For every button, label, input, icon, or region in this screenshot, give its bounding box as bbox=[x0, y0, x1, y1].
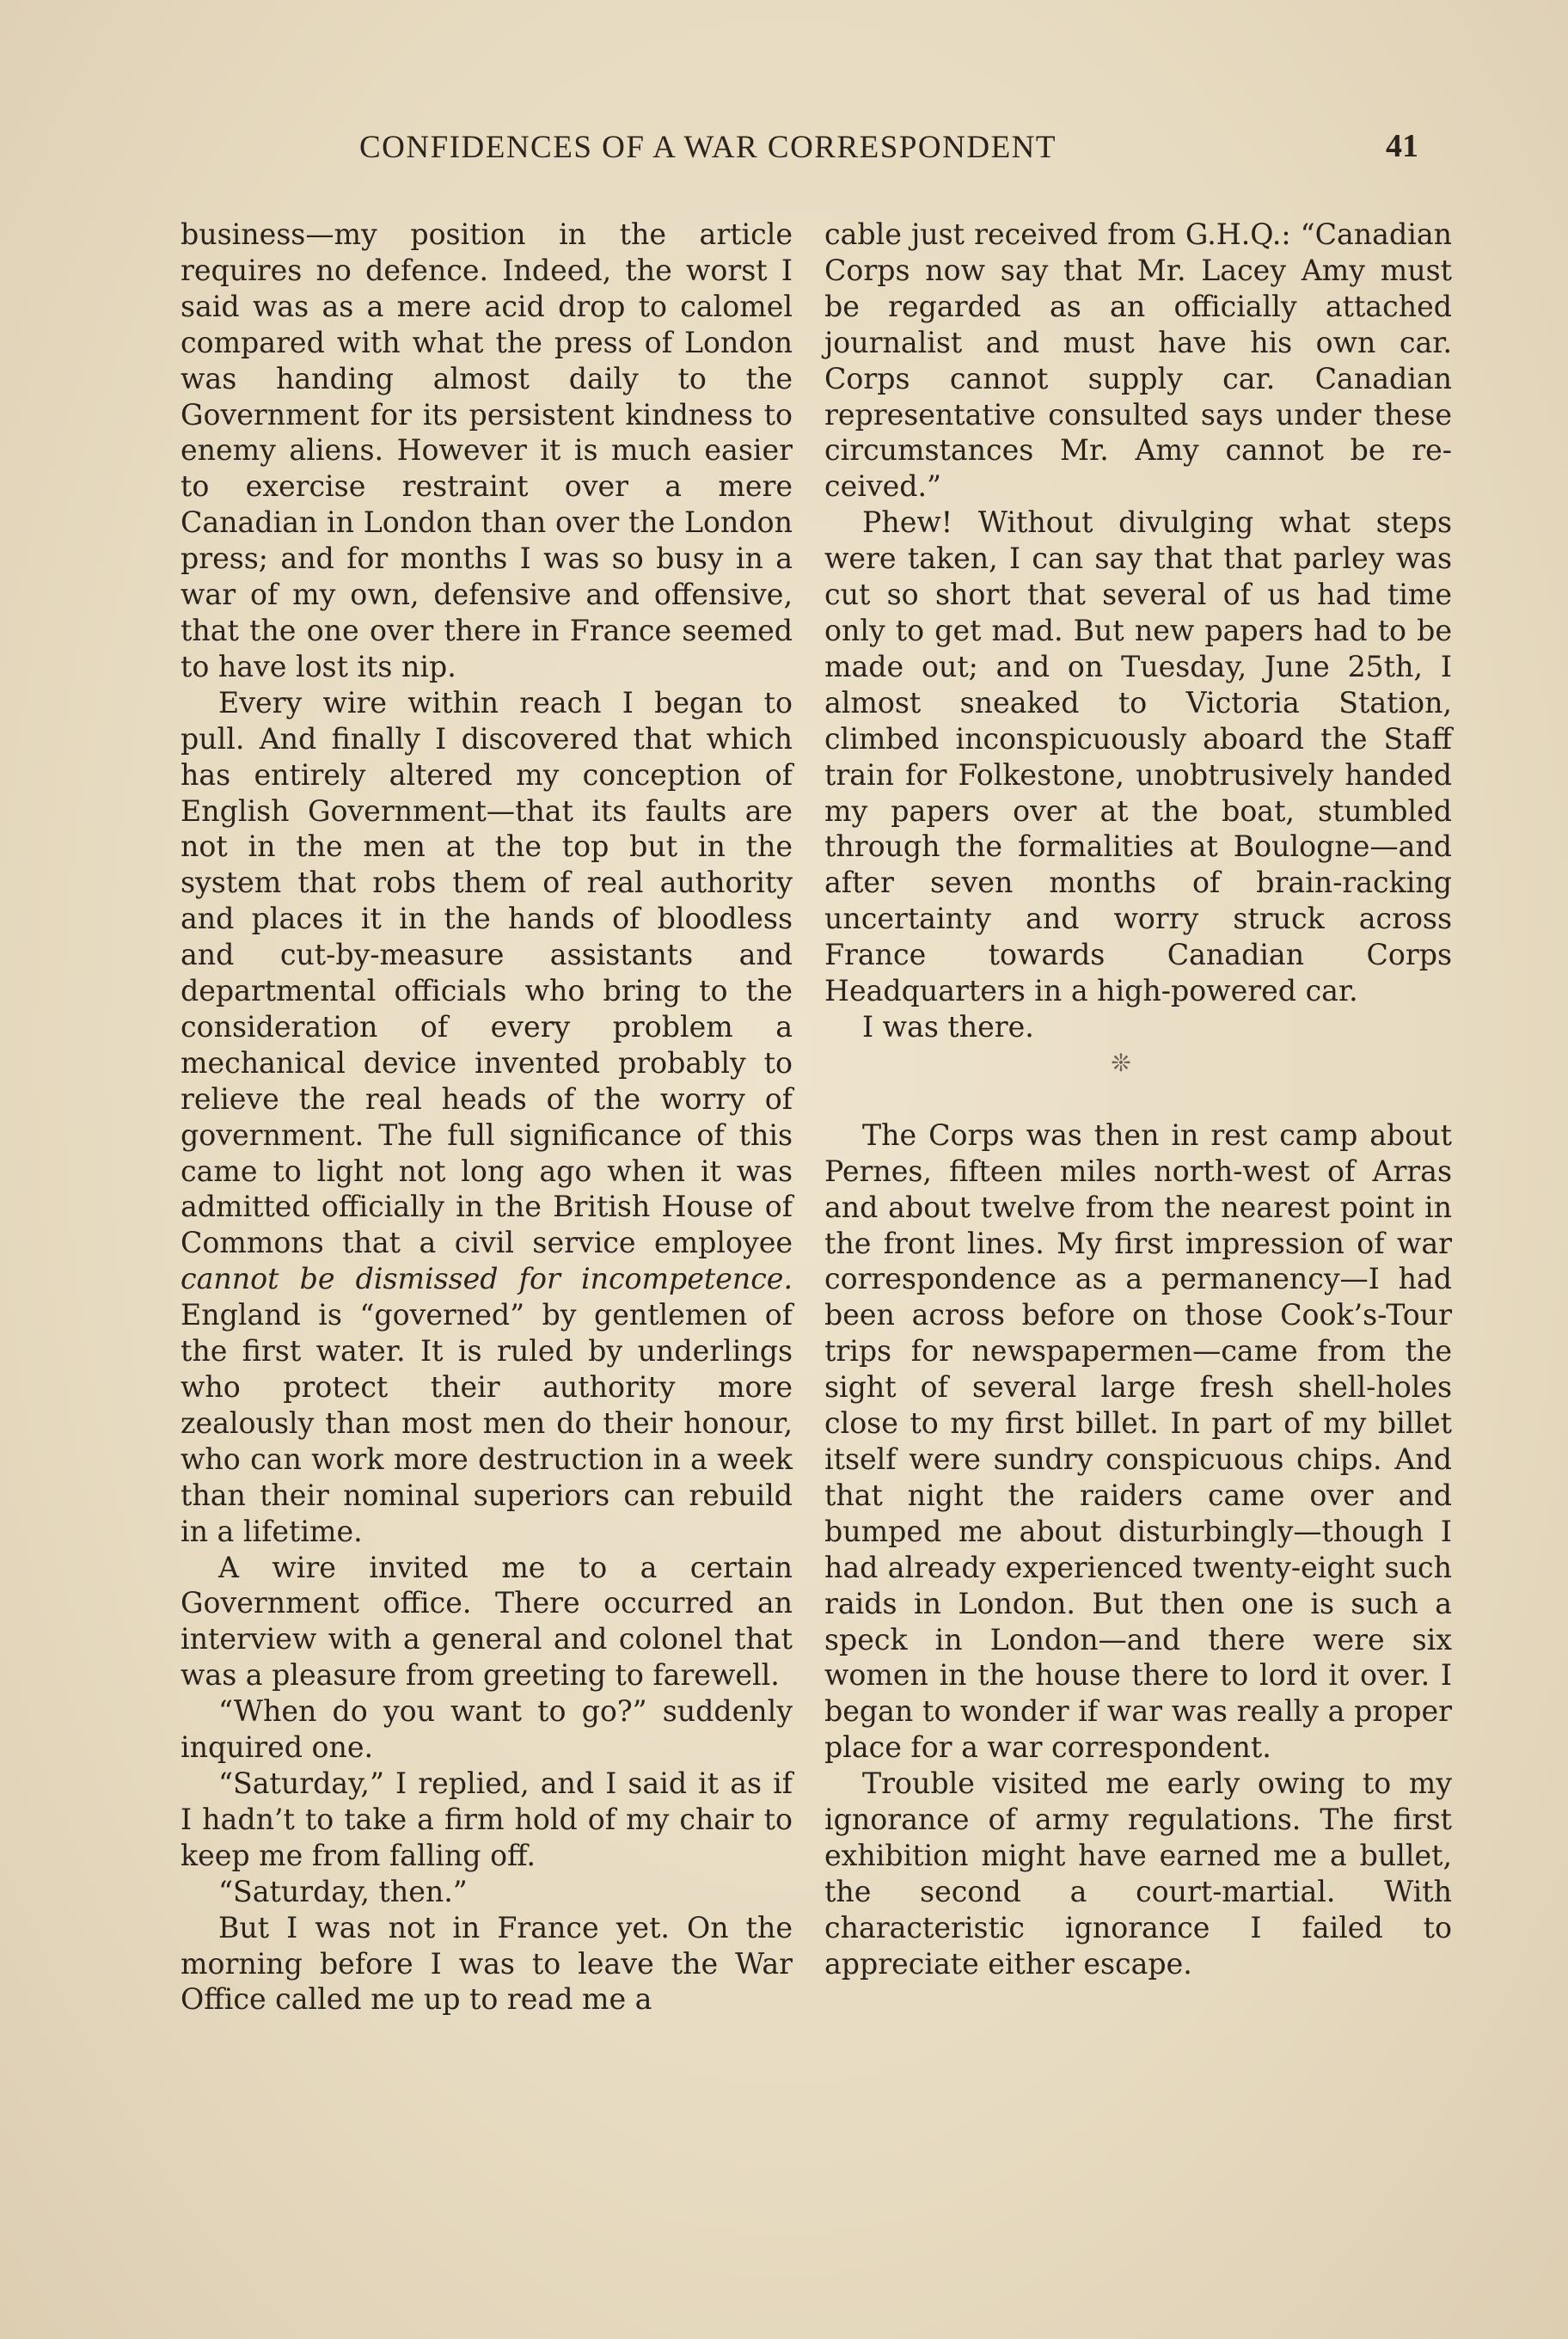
paragraph: Trouble visited me early owing to my ignorance of army regulations. The first exhibition might have earned me a bullet, the second a court-martial. With characteristic ignorance I failed to appreciate either escape. bbox=[824, 1766, 1452, 1981]
paragraph-text: Every wire within reach I began to pull. And finally I discovered that which has entirely altered my conception of English Government—that its faults are not in the men at the top but in the system that robs them of real authority and places it in the hands of bloodless and cut-by-measure assistants and departmental officials who bring to the consideration of every problem a mechanical device invented probably to relieve the real heads of the worry of government. The full significance of this came to light not long ago when it was admitted officially in the British House of Commons that a civil service employee bbox=[181, 685, 793, 1260]
paragraph: “Saturday, then.” bbox=[218, 1874, 468, 1908]
running-title: CONFIDENCES OF A WAR CORRESPONDENT bbox=[359, 130, 1057, 165]
italic-phrase: cannot be dismissed for incompetence. bbox=[181, 1262, 793, 1296]
right-column bbox=[824, 217, 1452, 1982]
page-number: 41 bbox=[1386, 128, 1418, 164]
paragraph: But I was not in France yet. On the morning before I was to leave the War Office called me up to read me a bbox=[181, 1910, 793, 2017]
left-column bbox=[181, 217, 793, 2018]
paragraph bbox=[181, 685, 793, 1550]
paragraph: A wire invited me to a certain Government office. There occurred an interview with a general and colonel that was a pleasure from greeting to farewell. bbox=[181, 1550, 793, 1693]
section-break-ornament-icon: ❊ bbox=[1111, 1048, 1131, 1077]
paragraph: cable just received from G.H.Q.: “Canadian Corps now say that Mr. Lacey Amy must be regarded as an officially attached journalist and must have his own car. Corps cannot supply car. Canadian representative consulted says under these circumstances Mr. Amy cannot be received.” bbox=[824, 217, 1452, 504]
paragraph: business—my position in the article requires no defence. Indeed, the worst I said was as a mere acid drop to calomel compared with what the press of London was handing almost daily to the Government for its persistent kindness to enemy aliens. However it is much easier to exercise restraint over a mere Canadian in London than over the London press; and for months I was so busy in a war of my own, defensive and offensive, that the one over there in France seemed to have lost its nip. bbox=[181, 217, 793, 683]
paragraph: “When do you want to go?” suddenly inquired one. bbox=[181, 1694, 793, 1765]
paragraph: “Saturday,” I replied, and I said it as if I hadn’t to take a firm hold of my chair to keep me from falling off. bbox=[181, 1766, 793, 1872]
paragraph: The Corps was then in rest camp about Pernes, fifteen miles north-west of Arras and about twelve from the nearest point in the front lines. My first impression of war correspondence as a permanency—I had been across before on those Cook’s-Tour trips for newspapermen—came from the sight of several large fresh shell-holes close to my first billet. In part of my billet itself were sundry conspicuous chips. And that night the raiders came over and bumped me about disturbingly—though I had already experienced twenty-eight such raids in London. But then one is such a speck in London—and there were six women in the house there to lord it over. I began to wonder if war was really a proper place for a war correspondent. bbox=[824, 1117, 1452, 1765]
paragraph: Phew! Without divulging what steps were taken, I can say that that parley was cut so short that several of us had time only to get mad. But new papers had to be made out; and on Tuesday, June 25th, I almost sneaked to Victoria Station, climbed inconspicuously aboard the Staff train for Folkestone, unobtrusively handed my papers over at the boat, stumbled through the formalities at Boulogne—and after seven months of brain-racking uncertainty and worry struck across France towards Canadian Corps Headquarters in a high-powered car. bbox=[824, 505, 1452, 1008]
paragraph-text: England is “governed” by gentlemen of the first water. It is ruled by underlings who protect their authority more zealously than most men do their honour, who can work more destruction in a week than their nominal superiors can rebuild in a lifetime. bbox=[181, 1298, 793, 1548]
paragraph: I was there. bbox=[862, 1009, 1034, 1044]
